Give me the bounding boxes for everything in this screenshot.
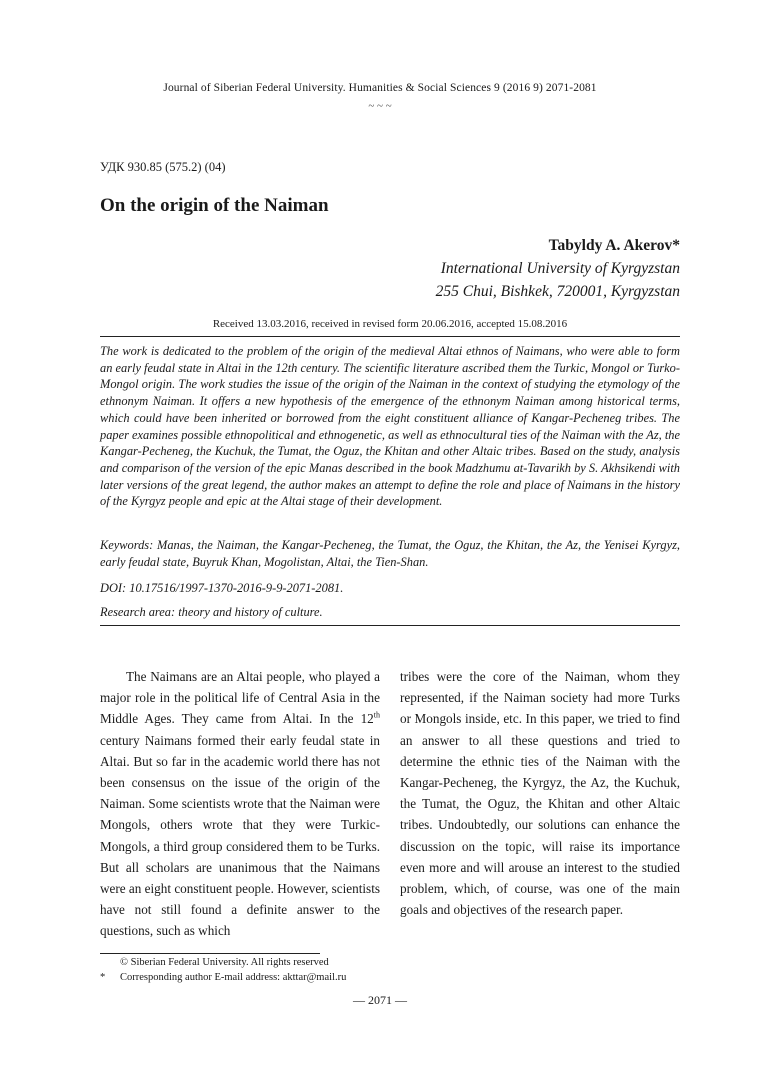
footnote-copyright [100,957,329,968]
body-left-text-2: century Naimans formed their early feudal state in Altai. But so far in the academic world there has not been consensus on the issue of the origin of the Naiman. Some scientists wrote that the Naiman were Mongols, others wrote that they were Turkic-Mongols, a third group considered them to be Turks. But all scholars are unanimous that the Naimans were an eight constituent people. However, scientists have not still found a definite answer to the questions, such as which [100,732,380,939]
page-number: — 2071 — [353,993,407,1007]
footnote-corresponding [100,972,346,983]
author-block [436,234,680,303]
affiliation-line-1: International University of Kyrgyzstan [440,260,680,277]
corresponding-email-text: Corresponding author E-mail address: akttar@mail.ru [120,972,347,983]
research-area: Research area: theory and history of culture. [100,605,323,619]
copyright-text: © Siberian Federal University. All rights reserved [120,957,329,968]
abstract: The work is dedicated to the problem of the origin of the medieval Altai ethnos of Naimans, who were able to form an early feudal state in Altai in the 12th century. The scientific literature ascribed them the Turkic, Mongol or Turko-Mongol origin. The work studies the issue of the origin of the Naiman in the context of studying the etymology of the ethnonym Naiman. It offers a new hypothesis of the emergence of the ethnonym Naiman among historical terms, which could have been inherited or borrowed from the eight constituent alliance of Kangar-Pecheneg tribes. The paper examines possible ethnopolitical and ethnogenetic, as well as ethnocultural ties of the Naiman with the Az, the Kangar-Pecheneg, the Kuchuk, the Tumat, the Oguz, the Khitan and other Altaic tribes. Based on the study, analysis and comparison of the version of the epic Manas described in the book Madzhumu at-Tavarikh by S. Akhsikendi with later versions of the great legend, the author makes an attempt to define the role and place of Naimans in the history of the Kyrgyz people and epic at the Altai stage of their development. [100,344,680,509]
footnote-star: * [100,972,106,983]
received-dates: Received 13.03.2016, received in revised form 20.06.2016, accepted 15.08.2016 [212,318,568,330]
body-left-text-1: The Naimans are an Altai people, who played a major role in the political life of Central Asia in the Middle Ages. They came from Altai. In the 12 [100,669,380,727]
ordinal-superscript: th [373,711,380,721]
article-title: On the origin of the Naiman [100,195,329,216]
body-column-left [100,666,380,942]
author-name: Tabyldy A. Akerov* [548,237,680,254]
keywords: Keywords: Manas, the Naiman, the Kangar-Pecheneg, the Tumat, the Oguz, the Khitan, the Az, the Yenisei Kyrgyz, early feudal state, Buyruk Khan, Mogolistan, Altai, the Tien-Shan. [100,538,680,569]
journal-header: Journal of Siberian Federal University. Humanities & Social Sciences 9 (2016 9) 2071-2081 [163,82,597,94]
body-column-right: tribes were the core of the Naiman, whom they represented, if the Naiman society had more Turks or Mongols inside, etc. In this paper, we tried to find an answer to all these questions and tried to determine the ethnic ties of the Naiman with the Kangar-Pecheneg, the Kyrgyz, the Az, the Kuchuk, the Tumat, the Oguz, the Khitan and other Altaic tribes. Undoubtedly, our solutions can enhance the discussion on the topic, will raise its importance even more and will arouse an interest to the studied problem, which, of course, was one of the main goals and objectives of the research paper. [400,669,680,918]
abstract-top-rule [100,336,680,337]
abstract-bottom-rule [100,625,680,626]
udk-code: УДК 930.85 (575.2) (04) [100,160,226,174]
footnote-rule [100,953,320,954]
header-ornament: ~ ~ ~ [368,100,392,112]
affiliation-line-2: 255 Chui, Bishkek, 720001, Kyrgyzstan [435,283,680,300]
doi: DOI: 10.17516/1997-1370-2016-9-9-2071-2081. [100,581,344,595]
